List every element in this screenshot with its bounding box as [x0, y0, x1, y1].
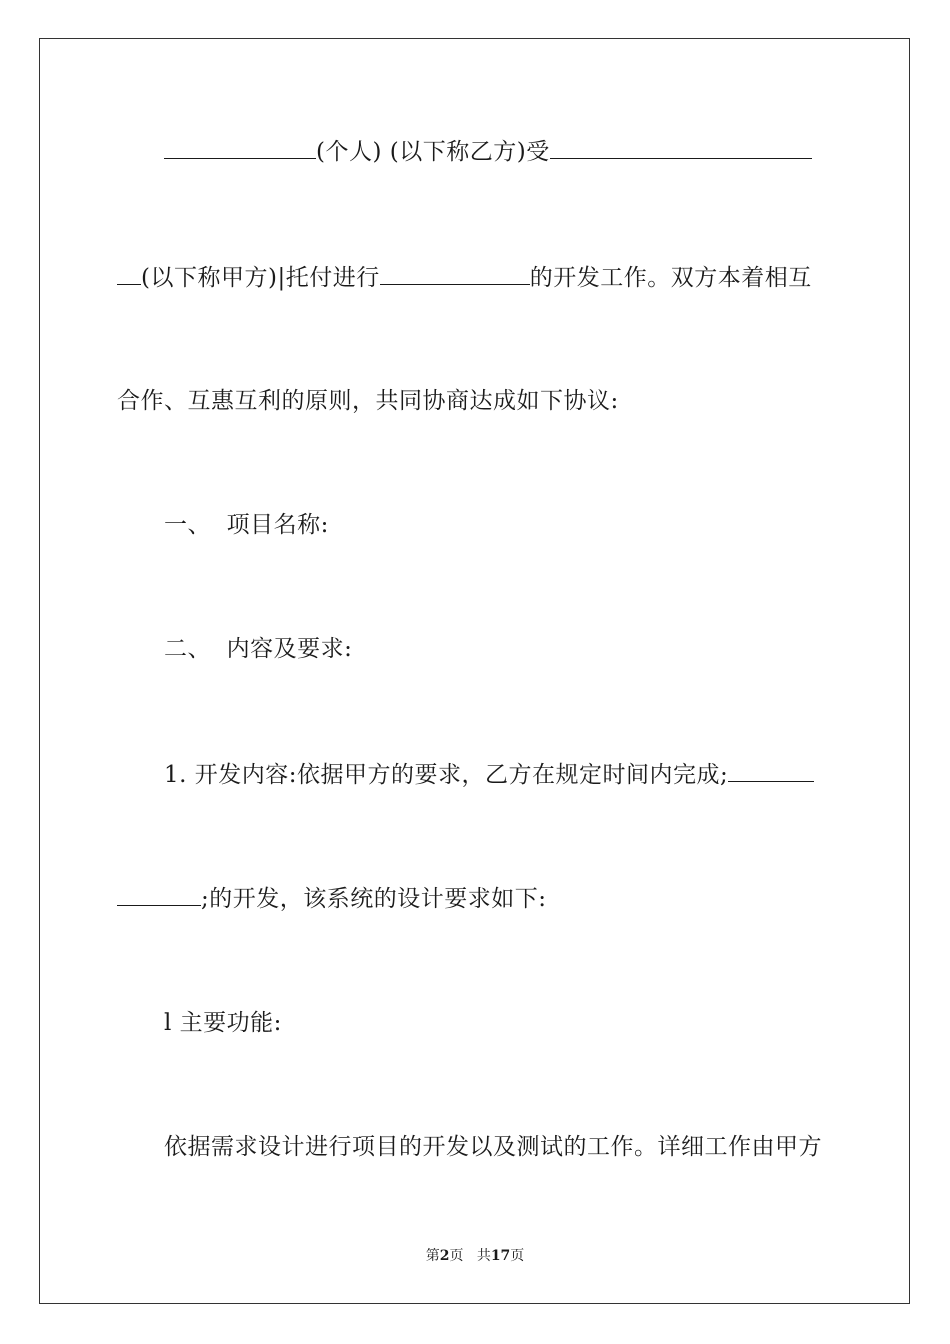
section-content-requirements: 二、 内容及要求:: [164, 636, 353, 662]
party-a-text: (以下称甲方)|托付进行: [141, 265, 380, 291]
blank-party-b-name[interactable]: [164, 136, 316, 159]
design-requirements-line: [117, 883, 547, 914]
development-content-line: [164, 759, 814, 790]
page-footer: [0, 1246, 950, 1266]
page-total: 17: [490, 1248, 511, 1264]
blank-party-a-name[interactable]: [550, 136, 812, 159]
development-content-text: 1. 开发内容:依据甲方的要求，乙方在规定时间内完成;: [164, 762, 729, 788]
page-suffix: 页: [449, 1248, 464, 1264]
total-prefix: 共: [476, 1248, 491, 1264]
page-prefix: 第: [425, 1248, 440, 1264]
page-current: 2: [439, 1248, 450, 1264]
blank-project-name[interactable]: [380, 262, 530, 285]
blank-party-a-name-cont[interactable]: [117, 262, 141, 285]
party-b-text: (个人) (以下称乙方)受: [316, 139, 550, 165]
section-project-name: 一、 项目名称:: [164, 512, 329, 538]
work-description-line: 依据需求设计进行项目的开发以及测试的工作。详细工作由甲方: [164, 1134, 822, 1160]
party-a-line: [117, 262, 812, 293]
agreement-intro-line: 合作、互惠互利的原则，共同协商达成如下协议:: [117, 388, 619, 414]
blank-system-name[interactable]: [728, 759, 814, 782]
party-b-line: [164, 136, 812, 167]
design-requirements-text: ;的开发，该系统的设计要求如下:: [201, 886, 547, 912]
blank-system-name-cont[interactable]: [117, 883, 201, 906]
page-border: [39, 38, 910, 1304]
total-suffix: 页: [510, 1248, 525, 1264]
development-text: 的开发工作。双方本着相互: [529, 265, 812, 291]
main-functions-heading: l 主要功能:: [164, 1010, 282, 1036]
